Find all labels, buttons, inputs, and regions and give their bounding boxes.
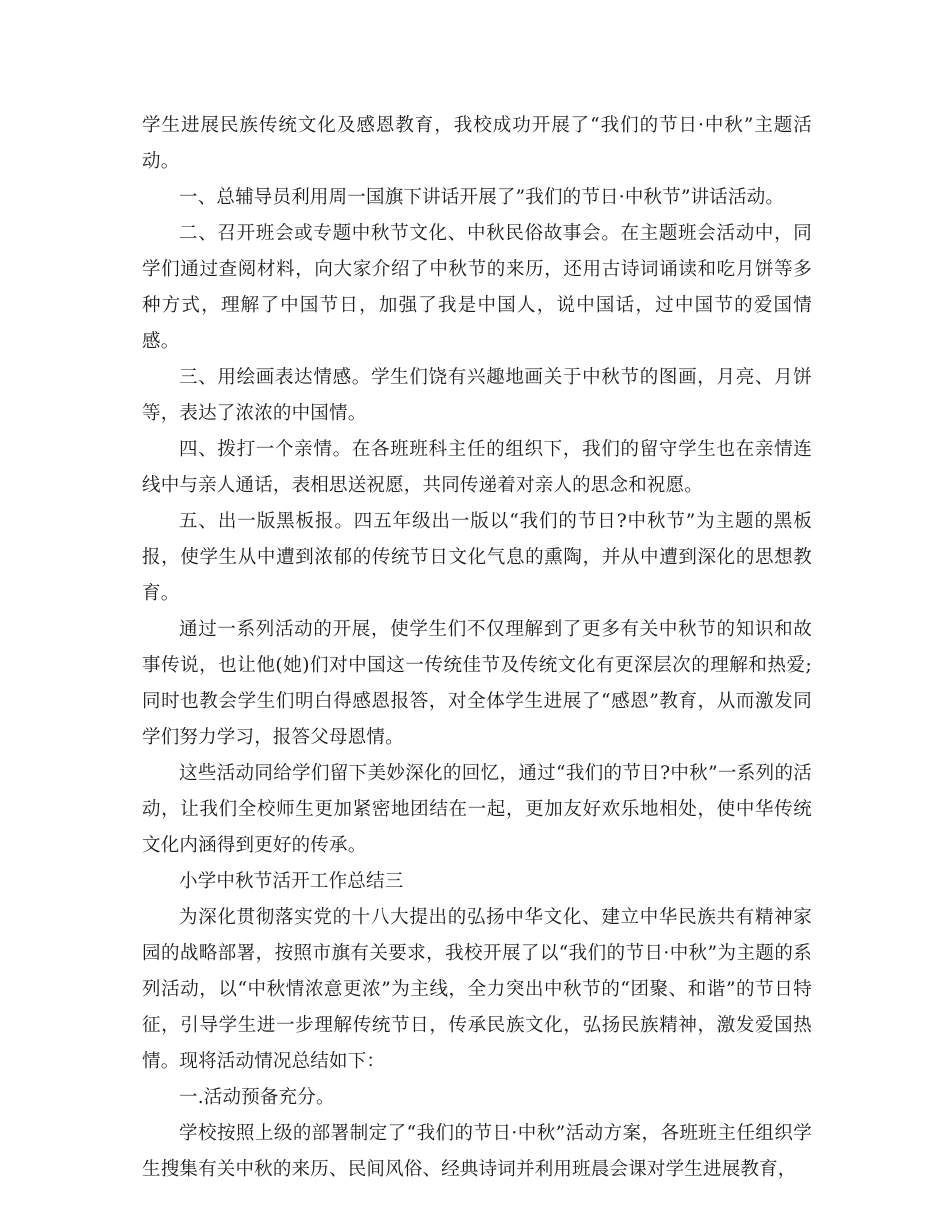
paragraph-summary-three-intro: 为深化贯彻落实党的十八大提出的弘扬中华文化、建立中华民族共有精神家园的战略部署，按照市旗有关要求，我校开展了以“我们的节日·中秋”为主题的系列活动，以“中秋情浓意更浓”为主线，全力突出中秋节的“团聚、和谐”的节日特征，引导学生进一步理解传统节日，传承民族文化，弘扬民族精神，激发爱国热情。现将活动情况总结如下： [142, 907, 812, 1072]
paragraph-outcome: 通过一系列活动的开展，使学生们不仅理解到了更多有关中秋节的知识和故事传说，也让他(她)们对中国这一传统佳节及传统文化有更深层次的理解和热爱;同时也教会学生们明白得感恩报答，对全体学生进展了“感恩”教育，从而激发同学们努力学习，报答父母恩情。 [142, 619, 812, 748]
paragraph-activity-1: 一、总辅导员利用周一国旗下讲话开展了”我们的节日·中秋节”讲话活动。 [179, 187, 785, 208]
paragraph-preparation-detail: 学校按照上级的部署制定了“我们的节日·中秋”活动方案，各班班主任组织学生搜集有关中秋的来历、民间风俗、经典诗词并利用班晨会课对学生进展教育， [142, 1123, 812, 1180]
paragraph-activity-5: 五、出一版黑板报。四五年级出一版以“我们的节日?中秋节”为主题的黑板报，使学生从中遭到浓郁的传统节日文化气息的熏陶，并从中遭到深化的思想教育。 [142, 511, 812, 604]
paragraph-activity-3: 三、用绘画表达情感。学生们饶有兴趣地画关于中秋节的图画，月亮、月饼等，表达了浓浓的中国情。 [142, 367, 812, 424]
paragraph-activity-2: 二、召开班会或专题中秋节文化、中秋民俗故事会。在主题班会活动中，同学们通过查阅材料，向大家介绍了中秋节的来历，还用古诗词诵读和吃月饼等多种方式，理解了中国节日，加强了我是中国人，说中国话，过中国节的爱国情感。 [142, 223, 812, 352]
paragraph-heading-preparation: 一.活动预备充分。 [179, 1087, 335, 1108]
paragraph-conclusion: 这些活动同给学们留下美妙深化的回忆，通过“我们的节日?中秋”一系列的活动，让我们全校师生更加紧密地团结在一起，更加友好欢乐地相处，使中华传统文化内涵得到更好的传承。 [142, 763, 812, 856]
section-title-summary-three: 小学中秋节活开工作总结三 [179, 871, 404, 892]
paragraph-intro-continuation: 学生进展民族传统文化及感恩教育，我校成功开展了“我们的节日·中秋”主题活动。 [142, 115, 812, 172]
paragraph-activity-4: 四、拨打一个亲情。在各班班科主任的组织下，我们的留守学生也在亲情连线中与亲人通话，表相思送祝愿，共同传递着对亲人的思念和祝愿。 [142, 439, 812, 496]
document-body [142, 108, 812, 1188]
